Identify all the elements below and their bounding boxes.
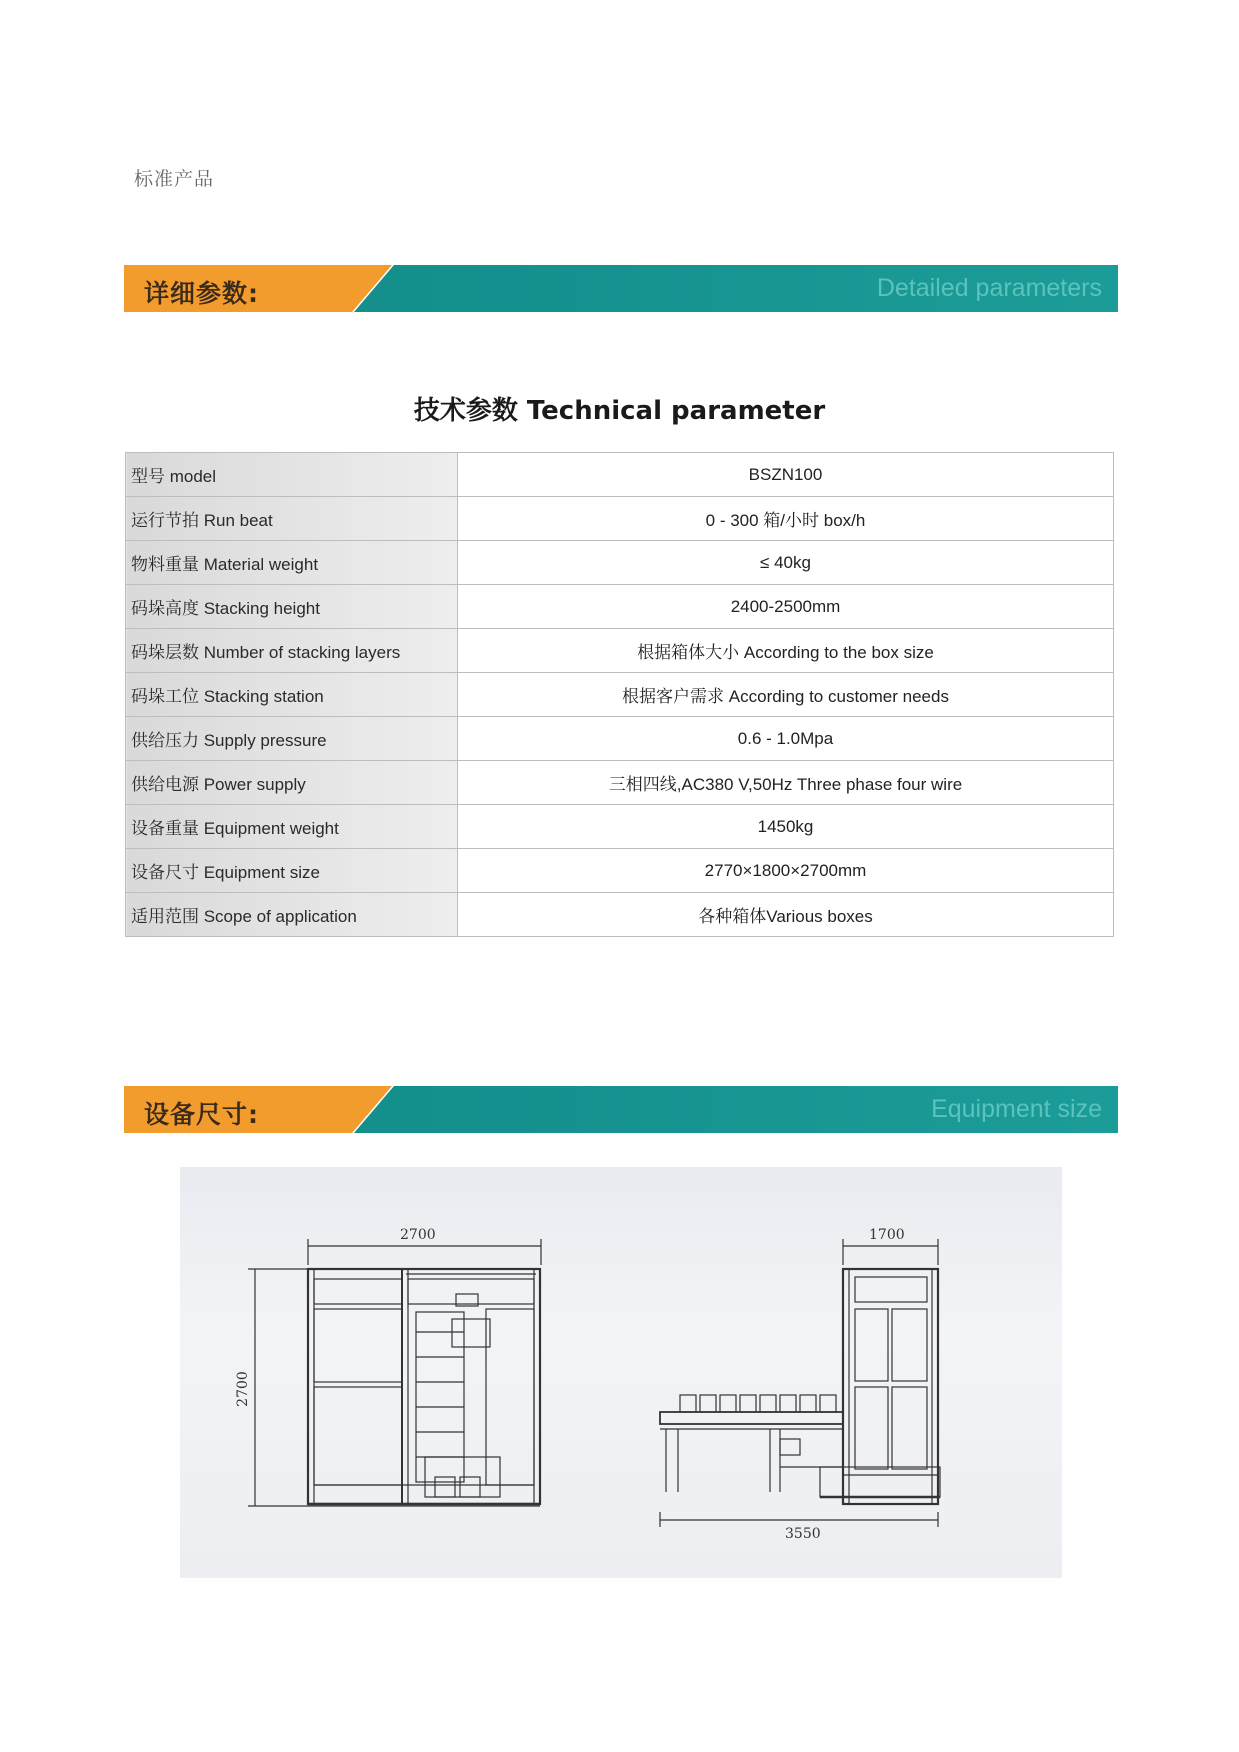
section-banner-params (124, 265, 1118, 312)
dim-side-width: 1700 (869, 1227, 905, 1243)
table-row (126, 497, 1114, 541)
param-key: 设备重量 Equipment weight (126, 805, 458, 849)
param-key: 运行节拍 Run beat (126, 497, 458, 541)
table-row (126, 893, 1114, 937)
param-value: 三相四线,AC380 V,50Hz Three phase four wire (458, 761, 1114, 805)
table-row (126, 629, 1114, 673)
parameter-table (125, 452, 1114, 937)
table-row (126, 541, 1114, 585)
param-key: 供给压力 Supply pressure (126, 717, 458, 761)
table-row (126, 761, 1114, 805)
equipment-drawing (180, 1167, 1062, 1578)
param-value: BSZN100 (458, 453, 1114, 497)
section-banner-size (124, 1086, 1118, 1133)
param-value: 1450kg (458, 805, 1114, 849)
section-title-en: Equipment size (931, 1095, 1102, 1123)
dim-front-width: 2700 (400, 1227, 436, 1243)
table-row (126, 673, 1114, 717)
table-title: 技术参数 Technical parameter (413, 396, 826, 426)
section-title-cn: 设备尺寸: (144, 1100, 259, 1129)
dim-front-height: 2700 (235, 1371, 251, 1407)
page-label: 标准产品 (134, 169, 215, 190)
param-key: 码垛工位 Stacking station (126, 673, 458, 717)
param-key: 型号 model (126, 453, 458, 497)
param-key: 物料重量 Material weight (126, 541, 458, 585)
section-title-cn: 详细参数: (144, 279, 259, 308)
param-key: 码垛层数 Number of stacking layers (126, 629, 458, 673)
table-row (126, 805, 1114, 849)
param-value: 2770×1800×2700mm (458, 849, 1114, 893)
table-row (126, 717, 1114, 761)
dim-side-length: 3550 (785, 1526, 821, 1542)
param-value: 0 - 300 箱/小时 box/h (458, 497, 1114, 541)
table-row (126, 849, 1114, 893)
table-row (126, 585, 1114, 629)
param-value: 0.6 - 1.0Mpa (458, 717, 1114, 761)
drawing-svg (180, 1167, 1062, 1578)
param-value: 根据客户需求 According to customer needs (458, 673, 1114, 717)
param-key: 供给电源 Power supply (126, 761, 458, 805)
param-value: 根据箱体大小 According to the box size (458, 629, 1114, 673)
param-value: 各种箱体Various boxes (458, 893, 1114, 937)
table-row (126, 453, 1114, 497)
param-value: 2400-2500mm (458, 585, 1114, 629)
param-key: 适用范围 Scope of application (126, 893, 458, 937)
param-value: ≤ 40kg (458, 541, 1114, 585)
param-key: 设备尺寸 Equipment size (126, 849, 458, 893)
section-title-en: Detailed parameters (876, 274, 1102, 302)
param-key: 码垛高度 Stacking height (126, 585, 458, 629)
